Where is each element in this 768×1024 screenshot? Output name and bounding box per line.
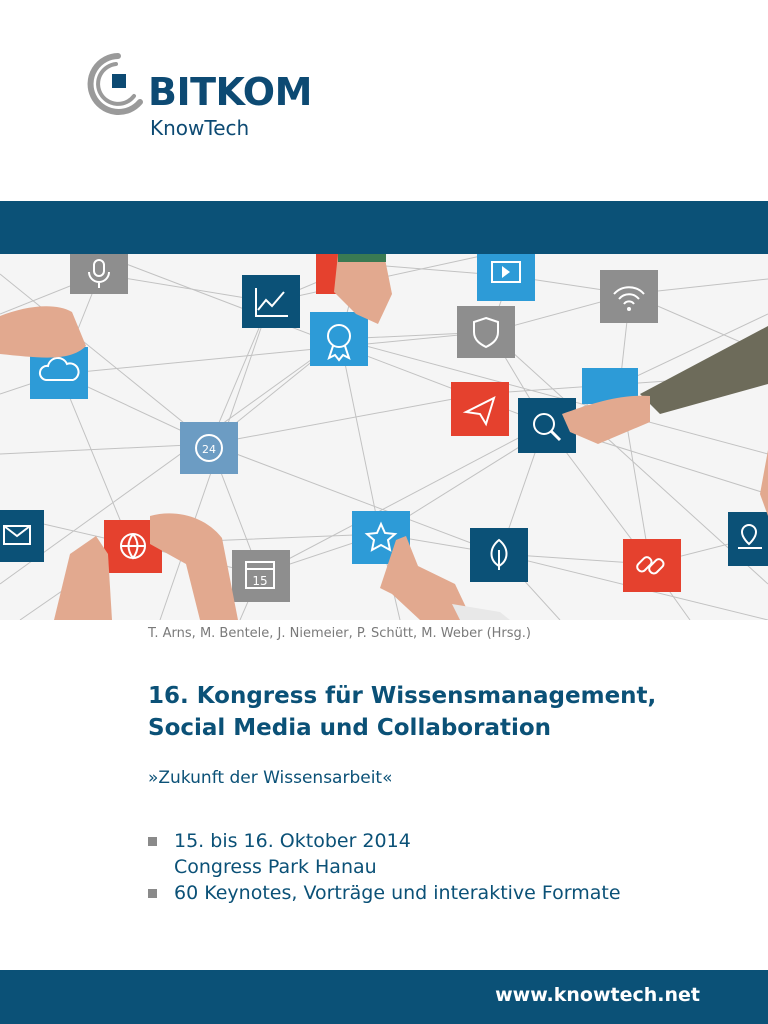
trend-chart-icon	[242, 275, 300, 328]
24h-icon	[180, 422, 238, 474]
fact-location: Congress Park Hanau	[174, 856, 377, 878]
leaf-icon	[470, 528, 528, 582]
brand-name: BITKOM	[148, 70, 312, 114]
link-icon	[623, 539, 681, 592]
top-band	[0, 201, 768, 254]
facts-list	[148, 828, 621, 906]
badge-icon	[310, 312, 368, 366]
motto: »Zukunft der Wissensarbeit«	[148, 768, 393, 788]
bitkom-swirl-logo-icon	[78, 50, 144, 120]
footer-band	[0, 970, 768, 1024]
calendar-icon	[232, 550, 290, 602]
shield-icon	[457, 306, 515, 358]
website-link[interactable]: www.knowtech.net	[495, 984, 700, 1006]
wifi-icon	[600, 270, 658, 323]
video-play-icon	[477, 254, 535, 301]
main-title	[148, 680, 748, 744]
fact-formats	[148, 880, 621, 906]
square-bullet-icon	[148, 889, 157, 898]
calendar-day: 15	[252, 574, 268, 588]
clock-label: 24	[202, 443, 216, 456]
brand-subtitle: KnowTech	[150, 116, 250, 140]
bitkom-logo	[78, 50, 318, 150]
title-line-2: Social Media und Collaboration	[148, 715, 552, 741]
authors-line: T. Arns, M. Bentele, J. Niemeier, P. Schütt, M. Weber (Hrsg.)	[148, 626, 532, 641]
fact-formats-text: 60 Keynotes, Vorträge und interaktive Formate	[174, 882, 621, 904]
square-bullet-icon	[148, 837, 157, 846]
map-pin-icon	[728, 512, 768, 566]
hero-image	[0, 254, 768, 620]
mail-icon	[0, 510, 44, 562]
send-icon	[451, 382, 509, 436]
fact-date: 15. bis 16. Oktober 2014	[174, 830, 411, 852]
microphone-icon	[70, 254, 128, 294]
fact-date-location	[148, 828, 621, 880]
title-line-1: 16. Kongress für Wissensmanagement,	[148, 683, 657, 709]
